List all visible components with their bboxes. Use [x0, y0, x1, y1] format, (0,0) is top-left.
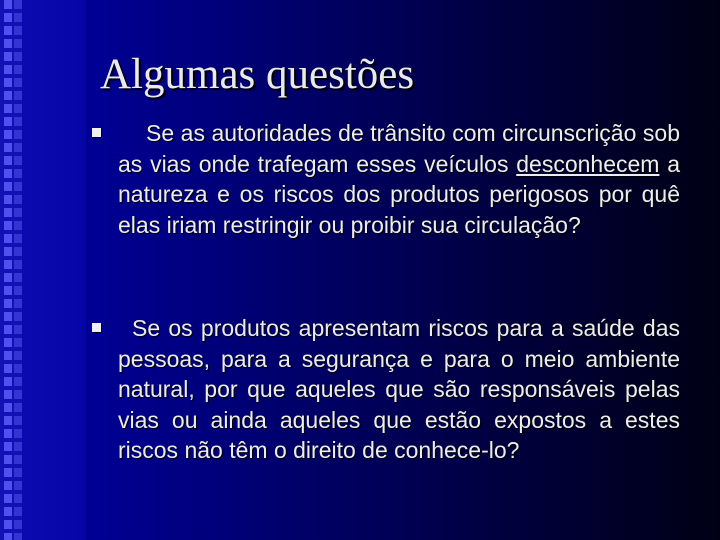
- slide-title: Algumas questões: [100, 51, 415, 98]
- bullet-1-text-end: a natureza e os riscos dos produtos perigosos por quê elas iriam restringir ou proibir sua circulação?: [118, 150, 681, 238]
- left-band: [22, 0, 86, 540]
- bullet-paragraph-1: [118, 118, 680, 240]
- bullet-square-icon: [92, 323, 101, 332]
- bullet-2-text: Se os produtos apresentam riscos para a saúde das pessoas, para a segurança e para o meio ambiente natural, por que aqueles que são responsáveis pelas vias ou ainda aqueles que estão expostos a estes riscos não têm o direito de conhece-lo?: [118, 315, 680, 463]
- bullet-square-icon: [92, 128, 101, 137]
- bullet-1-underlined-word: desconhecem: [516, 150, 660, 177]
- bullet-1-text-start: Se as autoridades de trânsito com circunscrição sob as vias onde trafegam esses veículos: [118, 120, 680, 177]
- bullet-paragraph-2: [118, 313, 680, 466]
- square-pattern-column: [4, 0, 12, 540]
- left-decorative-strip: [0, 0, 22, 540]
- square-pattern-column: [14, 0, 22, 540]
